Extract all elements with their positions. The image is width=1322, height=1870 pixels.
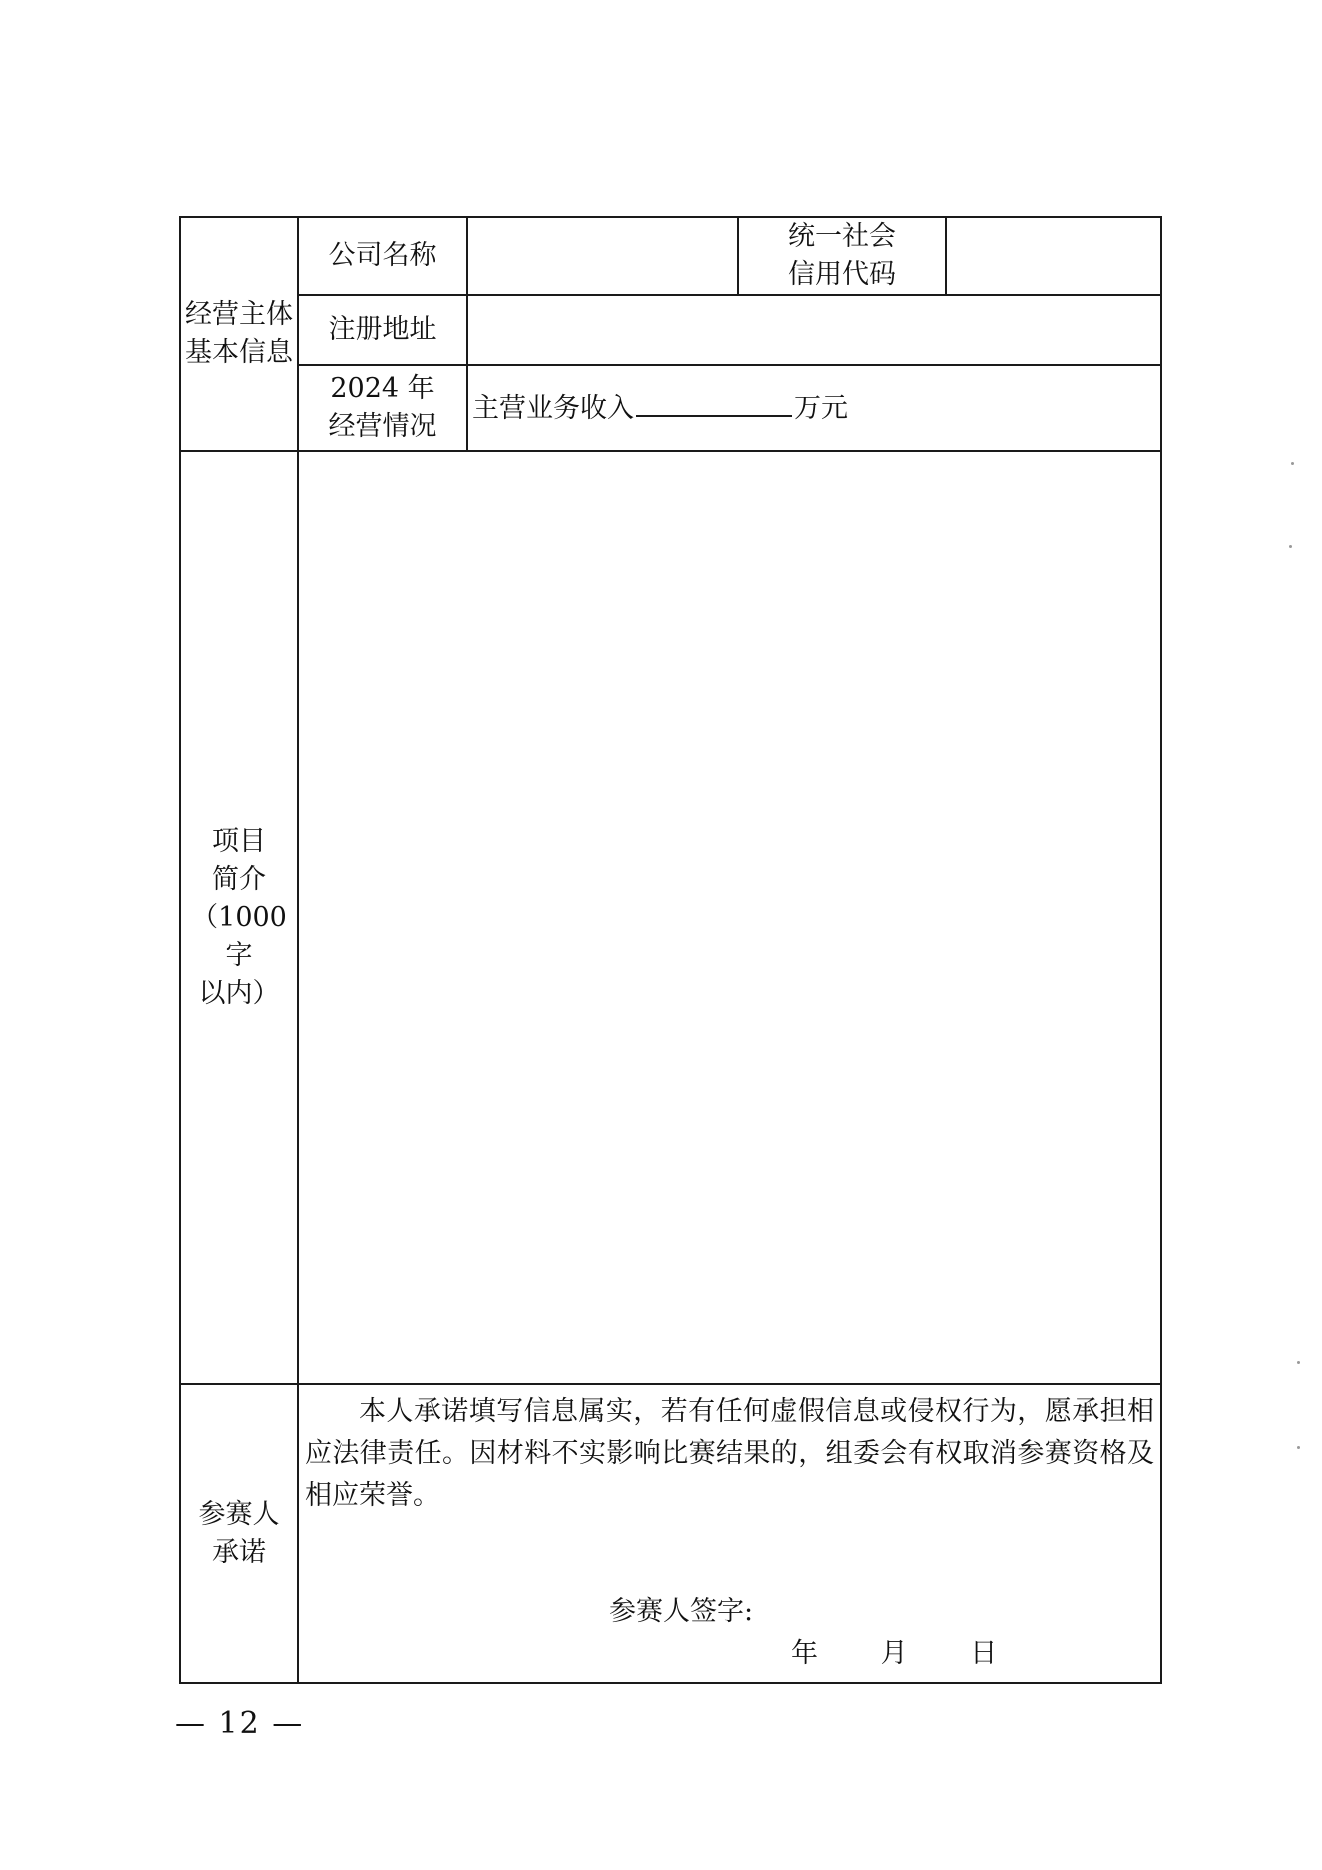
business-2024-label — [298, 365, 467, 451]
pledge-content-cell — [298, 1384, 1161, 1683]
date-year-label: 年 — [791, 1638, 818, 1669]
revenue-unit: 万元 — [794, 392, 848, 424]
scan-speck — [1291, 462, 1294, 465]
project-intro-label-line-4: 以内） — [198, 977, 280, 1009]
section-label-line-1: 经营主体 — [185, 299, 293, 330]
signature-label: 参赛人签字: — [609, 1596, 754, 1627]
date-month-label: 月 — [880, 1638, 908, 1669]
credit-code-label — [738, 217, 946, 295]
credit-code-label-line-2: 信用代码 — [788, 259, 896, 290]
scan-speck — [1297, 1361, 1300, 1364]
company-name-field[interactable] — [467, 217, 738, 295]
business-2024-label-line-1: 2024 年 — [330, 373, 435, 404]
project-intro-field[interactable] — [298, 451, 1161, 1384]
project-intro-label-line-3: （1000 字 — [191, 901, 287, 971]
company-name-label: 公司名称 — [298, 217, 467, 295]
section-label-line-2: 基本信息 — [185, 337, 293, 368]
pledge-text: 本人承诺填写信息属实，若有任何虚假信息或侵权行为，愿承担相应法律责任。因材料不实影响比赛结果的，组委会有权取消参赛资格及相应荣誉。 — [305, 1396, 1154, 1511]
project-intro-label — [180, 451, 298, 1384]
pledge-label-line-1: 参赛人 — [198, 1498, 280, 1530]
pledge-label-line-2: 承诺 — [212, 1536, 266, 1568]
scan-speck — [1289, 545, 1292, 548]
project-intro-label-line-2: 简介 — [212, 863, 266, 895]
registered-address-label: 注册地址 — [298, 295, 467, 365]
revenue-input-line[interactable] — [636, 389, 792, 417]
project-intro-label-line-1: 项目 — [212, 825, 266, 857]
credit-code-field[interactable] — [946, 217, 1161, 295]
business-2024-label-line-2: 经营情况 — [328, 411, 437, 442]
date-day-label: 日 — [970, 1638, 998, 1669]
registered-address-field[interactable] — [467, 295, 1161, 365]
section-label-basic-info — [180, 217, 298, 451]
credit-code-label-line-1: 统一社会 — [788, 221, 896, 252]
revenue-prefix: 主营业务收入 — [472, 392, 634, 424]
application-form-table — [179, 216, 1162, 1684]
business-2024-field — [467, 365, 1161, 451]
signature-date-row — [791, 1635, 1051, 1673]
pledge-label — [180, 1384, 298, 1683]
scan-speck — [1297, 1446, 1300, 1449]
page-number: — 12 — — [175, 1706, 305, 1741]
